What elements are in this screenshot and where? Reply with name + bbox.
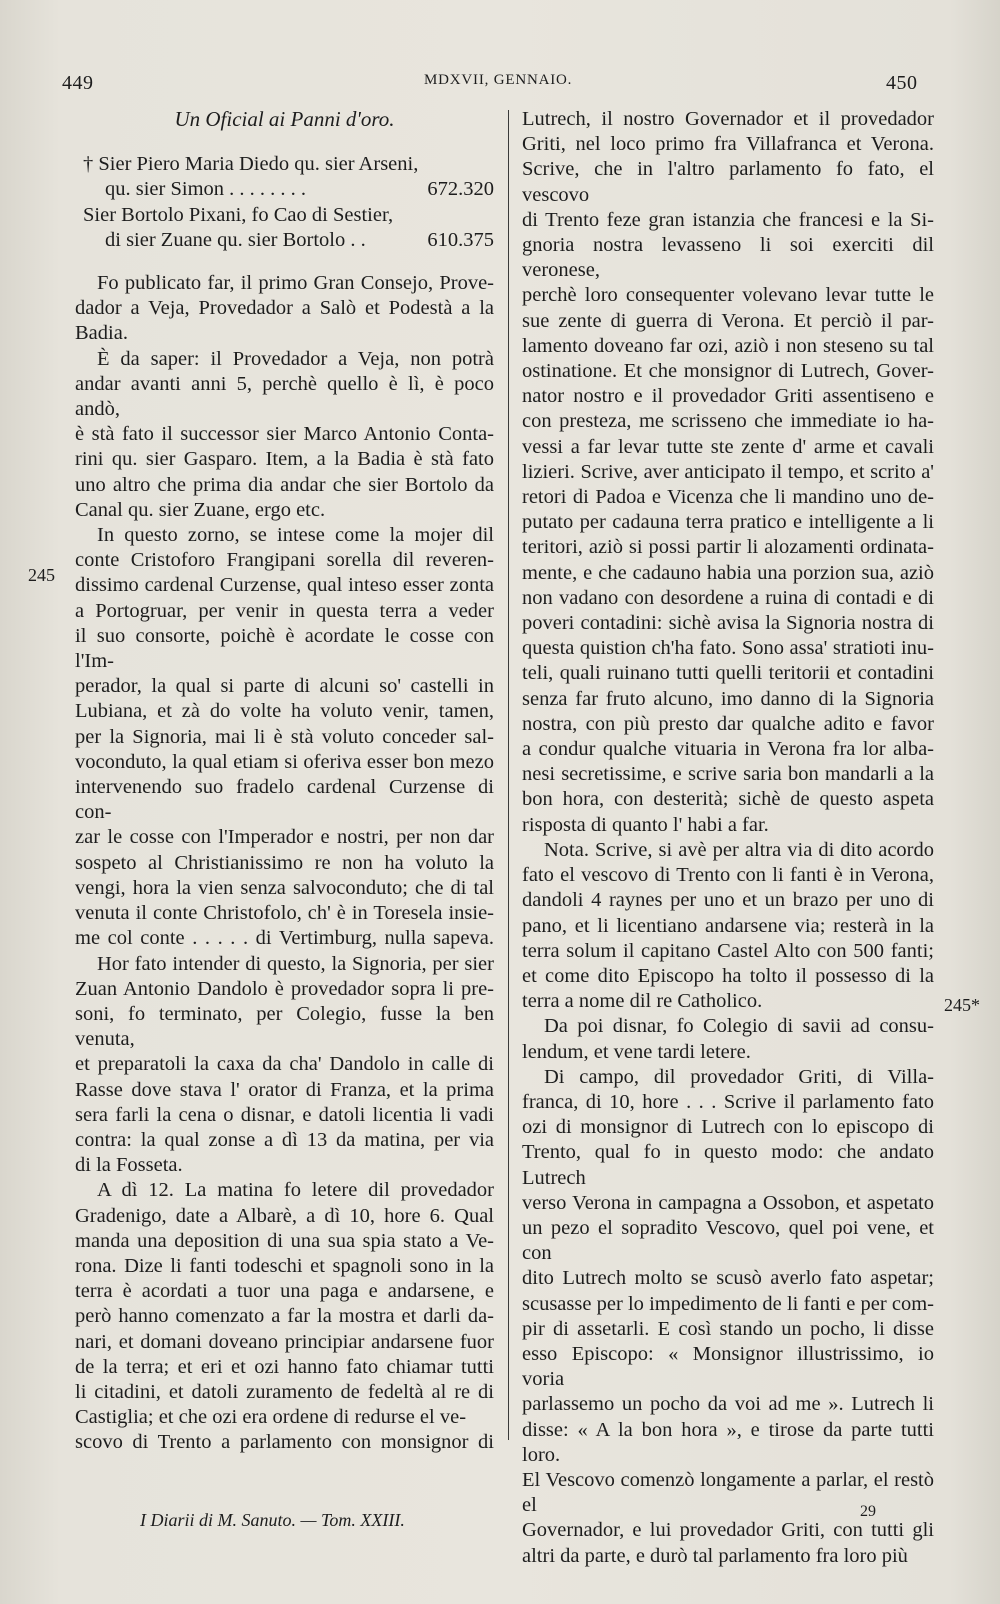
column-divider: [508, 110, 509, 1440]
entry-name: di sier Zuane qu. sier Bortolo . .: [105, 228, 366, 251]
text-line: con presteza, me scrisseno che immediate io ha-: [522, 410, 934, 433]
left-page-number: 449: [62, 72, 94, 94]
text-line: li citadini, et datoli zuramento de fedeltà al re di: [75, 1380, 494, 1403]
text-line: nator nostro e il provedador Griti assentiseno e: [522, 385, 934, 408]
text-line: vengi, hora la vien senza salvoconduto; che di tal: [75, 876, 494, 899]
text-line: et come dito Episcopo ha tolto il possesso di la: [522, 964, 934, 987]
text-line: Badia.: [75, 322, 128, 345]
left-body-text: [75, 271, 494, 1456]
text-line: Da poi disnar, fo Colegio di savii ad consu-: [544, 1015, 934, 1038]
text-line: di Trento feze gran istanzia che francesi e la Si-: [522, 208, 934, 231]
text-line: esso Episcopo: « Monsignor illustrissimo, io voria: [522, 1342, 934, 1391]
text-line: El Vescovo comenzò longamente a parlar, el restò el: [522, 1468, 934, 1517]
entry-value: [418, 152, 494, 177]
text-line: nesi secretissime, e scrive saria bon mandarli a la: [522, 763, 934, 786]
text-line: retori di Padoa e Vicenza che li mandino uno de-: [522, 486, 934, 509]
text-line: Lutrech, il nostro Governador et il provedador: [522, 108, 934, 130]
text-line: sue zente di guerra di Verona. Et perciò il par-: [522, 309, 934, 332]
text-line: ostinatione. Et che monsignor di Lutrech, Gover-: [522, 360, 934, 383]
text-line: de la terra; et eri et ozi hanno fato chiamar tutti: [75, 1355, 494, 1378]
text-line: un pezo el sopradito Vescovo, quel poi vene, et con: [522, 1216, 934, 1265]
entry-list: [83, 152, 494, 253]
text-line: Gradenigo, date a Albarè, a dì 10, hore 6. Qual: [75, 1204, 494, 1227]
text-line: Zuan Antonio Dandolo è provedador sopra li pre-: [75, 977, 494, 1000]
text-line: pir di assetarli. E così stando un pocho, li disse: [522, 1317, 934, 1340]
text-line: mente, e che cadauno habia una porzion sua, aziò: [522, 561, 934, 584]
text-line: terra a nome dil re Catholico.: [522, 990, 763, 1013]
text-line: A dì 12. La matina fo letere dil provedador: [97, 1179, 494, 1202]
text-line: bon hora, con desterità; sichè de questo aspeta: [522, 788, 934, 811]
text-line: andar avanti anni 5, perchè quello è lì, è poco andò,: [75, 372, 494, 421]
text-line: poveri contadini: sichè avisa la Signoria nostra di: [522, 612, 934, 635]
text-line: putato per cadauna terra pratico e intelligente a li: [522, 511, 934, 534]
text-line: Rasse dove stava l' orator di Franza, et la prima: [75, 1078, 494, 1101]
margin-note-right: 245*: [944, 995, 980, 1015]
left-column: [75, 107, 494, 1456]
text-line: Scrive, che in l'altro parlamento fo fato, el vescovo: [522, 158, 934, 206]
text-line: Nota. Scrive, si avè per altra via di dito acordo: [544, 838, 934, 861]
text-line: dador a Veja, Provedador a Salò et Podestà a la: [75, 297, 494, 320]
text-line: a condur qualche vituaria in Verona fra lor alba-: [522, 738, 934, 761]
text-line: perador, la qual si parte di alcuni so' castelli in: [75, 675, 494, 698]
text-line: Governador, e lui provedador Griti, con tutti gli: [522, 1519, 934, 1542]
right-page-number: 450: [886, 72, 918, 94]
text-line: Fo publicato far, il primo Gran Consejo, Prove-: [97, 272, 494, 295]
entry-row: [83, 177, 494, 202]
signature-mark: 29: [860, 1503, 876, 1520]
text-line: soni, fo terminato, per Colegio, fusse la ben venuta,: [75, 1002, 494, 1051]
text-line: perchè loro consequenter volevano levar tutte le: [522, 284, 934, 307]
text-line: dandoli 4 raynes per uno et un brazo per uno di: [522, 889, 934, 912]
text-line: sospeto al Christianissimo re non ha voluto la: [75, 851, 494, 874]
text-line: verso Verona in campagna a Ossobon, et aspetato: [522, 1191, 934, 1214]
margin-note-left: 245: [28, 565, 55, 585]
text-line: Lubiana, et zà do volte ha voluto venir, tamen,: [75, 700, 494, 723]
text-line: et preparatoli la caxa da cha' Dandolo in calle di: [75, 1053, 494, 1076]
text-line: Hor fato intender di questo, la Signoria, per sier: [97, 952, 494, 975]
text-line: nari, et domani doveano principiar andarsene fuor: [75, 1330, 494, 1353]
text-line: disse: « A la bon hora », e tirose da parte tutti loro.: [522, 1418, 934, 1466]
text-line: però hanno comenzato a far la mostra et darli da-: [75, 1305, 494, 1328]
entry-row: [83, 152, 494, 177]
right-column: [522, 107, 934, 1569]
text-line: parlassemo un pocho da voi ad me ». Lutrech li: [522, 1393, 934, 1416]
text-line: Di campo, dil provedador Griti, di Villa-: [544, 1065, 934, 1088]
text-line: rona. Dize li fanti todeschi et spagnoli sono in la: [75, 1254, 494, 1277]
text-line: lendum, et vene tardi letere.: [522, 1040, 751, 1063]
text-line: venuta il conte Christofolo, ch' è in Toresela insie-: [75, 902, 494, 925]
entry-name: Sier Bortolo Pixani, fo Cao di Sestier,: [83, 203, 394, 226]
text-line: Trento, qual fo in questo modo: che andato Lutrech: [522, 1141, 934, 1189]
text-line: dissimo cardenal Curzense, qual inteso esser zonta: [75, 574, 494, 597]
section-title: Un Oficial ai Panni d'oro.: [174, 107, 395, 131]
text-line: non vadano con desordene a ruina di contadi e di: [522, 586, 934, 609]
entry-value: 610.375: [427, 228, 494, 251]
text-line: zar le cosse con l'Imperador e nostri, per non dar: [75, 826, 494, 849]
text-line: uno altro che prima dia andar che sier Bortolo da: [75, 473, 494, 496]
text-line: per la Signoria, mai li è stà voluto conceder sal-: [75, 725, 494, 748]
text-line: nostra, con più presto dar qualche adito e favor: [522, 712, 934, 735]
text-line: sera farli la cena o disnar, e datoli licentia li vadi: [75, 1103, 494, 1126]
text-line: di la Fosseta.: [75, 1154, 183, 1177]
text-line: contra: la qual zonse a dì 13 da matina, per via: [75, 1128, 494, 1151]
text-line: il suo consorte, poichè è acordate le cosse con l'Im-: [75, 624, 494, 673]
text-line: Castiglia; et che ozi era ordene di redurse el ve-: [75, 1406, 467, 1429]
entry-name: qu. sier Simon . . . . . . . .: [105, 178, 307, 201]
text-line: terra è acordati a tuor una paga e andarsene, e: [75, 1280, 494, 1303]
text-line: vessi a far levar tutte ste zente d' arme et cavali: [522, 435, 934, 458]
entry-row: [83, 228, 494, 253]
footer-title: I Diarii di M. Sanuto. — Tom. XXIII.: [140, 1510, 405, 1530]
text-line: teli, quali ruinano tutti quelli teritorii et contadini: [522, 662, 934, 685]
text-line: voconduto, la qual etiam si oferiva esser bon mezo: [75, 750, 494, 773]
text-line: Canal qu. sier Zuane, ergo etc.: [75, 498, 326, 521]
entry-name: † Sier Piero Maria Diedo qu. sier Arseni,: [83, 153, 419, 176]
text-line: me col conte . . . . . di Vertimburg, nulla sapeva.: [75, 927, 494, 950]
running-header: MDXVII, GENNAIO.: [424, 72, 573, 88]
text-line: scovo di Trento a parlamento con monsignor di: [75, 1431, 494, 1454]
text-line: senza far fruto alcuno, imo danno di la Signoria: [522, 687, 934, 710]
entry-value: 672.320: [427, 178, 494, 201]
text-line: manda una deposition di una sua spia stato a Ve-: [75, 1229, 494, 1252]
text-line: è stà fato il successor sier Marco Antonio Conta-: [75, 423, 494, 446]
text-line: franca, di 10, hore . . . Scrive il parlamento fato: [522, 1090, 934, 1113]
text-line: dito Lutrech molto se scusò averlo fato aspetar;: [522, 1267, 934, 1290]
text-line: lamento doveano far ozi, aziò i non steseno su tal: [522, 334, 934, 357]
text-line: terra solum il capitano Castel Alto con 500 fanti;: [522, 939, 934, 962]
text-line: È da saper: il Provedador a Veja, non potrà: [97, 347, 494, 370]
text-line: a Portogruar, per venir in questa terra a veder: [75, 599, 494, 622]
text-line: intervenendo suo fradelo cardenal Curzense di con-: [75, 776, 494, 824]
text-line: lizieri. Scrive, aver anticipato il tempo, et scrito a': [522, 460, 934, 483]
text-line: risposta di quanto l' habi a far.: [522, 813, 769, 836]
right-body-text: [522, 107, 934, 1569]
entry-value: [393, 203, 494, 228]
text-line: fato el vescovo di Trento con li fanti è in Verona,: [522, 864, 934, 887]
text-line: teritori, aziò si possi partir li alozamenti ordinata-: [522, 536, 934, 559]
text-line: pano, et li licentiano andarsene via; resterà in la: [522, 914, 934, 937]
text-line: ozi di monsignor di Lutrech con lo episcopo di: [522, 1116, 934, 1139]
text-line: conte Cristoforo Frangipani sorella dil reveren-: [75, 549, 494, 572]
text-line: gnoria nostra levasseno li soi exerciti dil veronese,: [522, 234, 934, 282]
entry-row: [83, 203, 494, 228]
text-line: altri da parte, e durò tal parlamento fra loro più: [522, 1544, 908, 1567]
text-line: rini qu. sier Gasparo. Item, a la Badia è stà fato: [75, 448, 494, 471]
text-line: scusasse per lo impedimento de li fanti e per com-: [522, 1292, 934, 1315]
text-line: questa quistion ch'ha fato. Sono assa' stratioti inu-: [522, 637, 934, 660]
text-line: In questo zorno, se intese come la mojer dil: [97, 524, 494, 547]
text-line: Griti, nel loco primo fra Villafranca et Verona.: [522, 133, 934, 156]
